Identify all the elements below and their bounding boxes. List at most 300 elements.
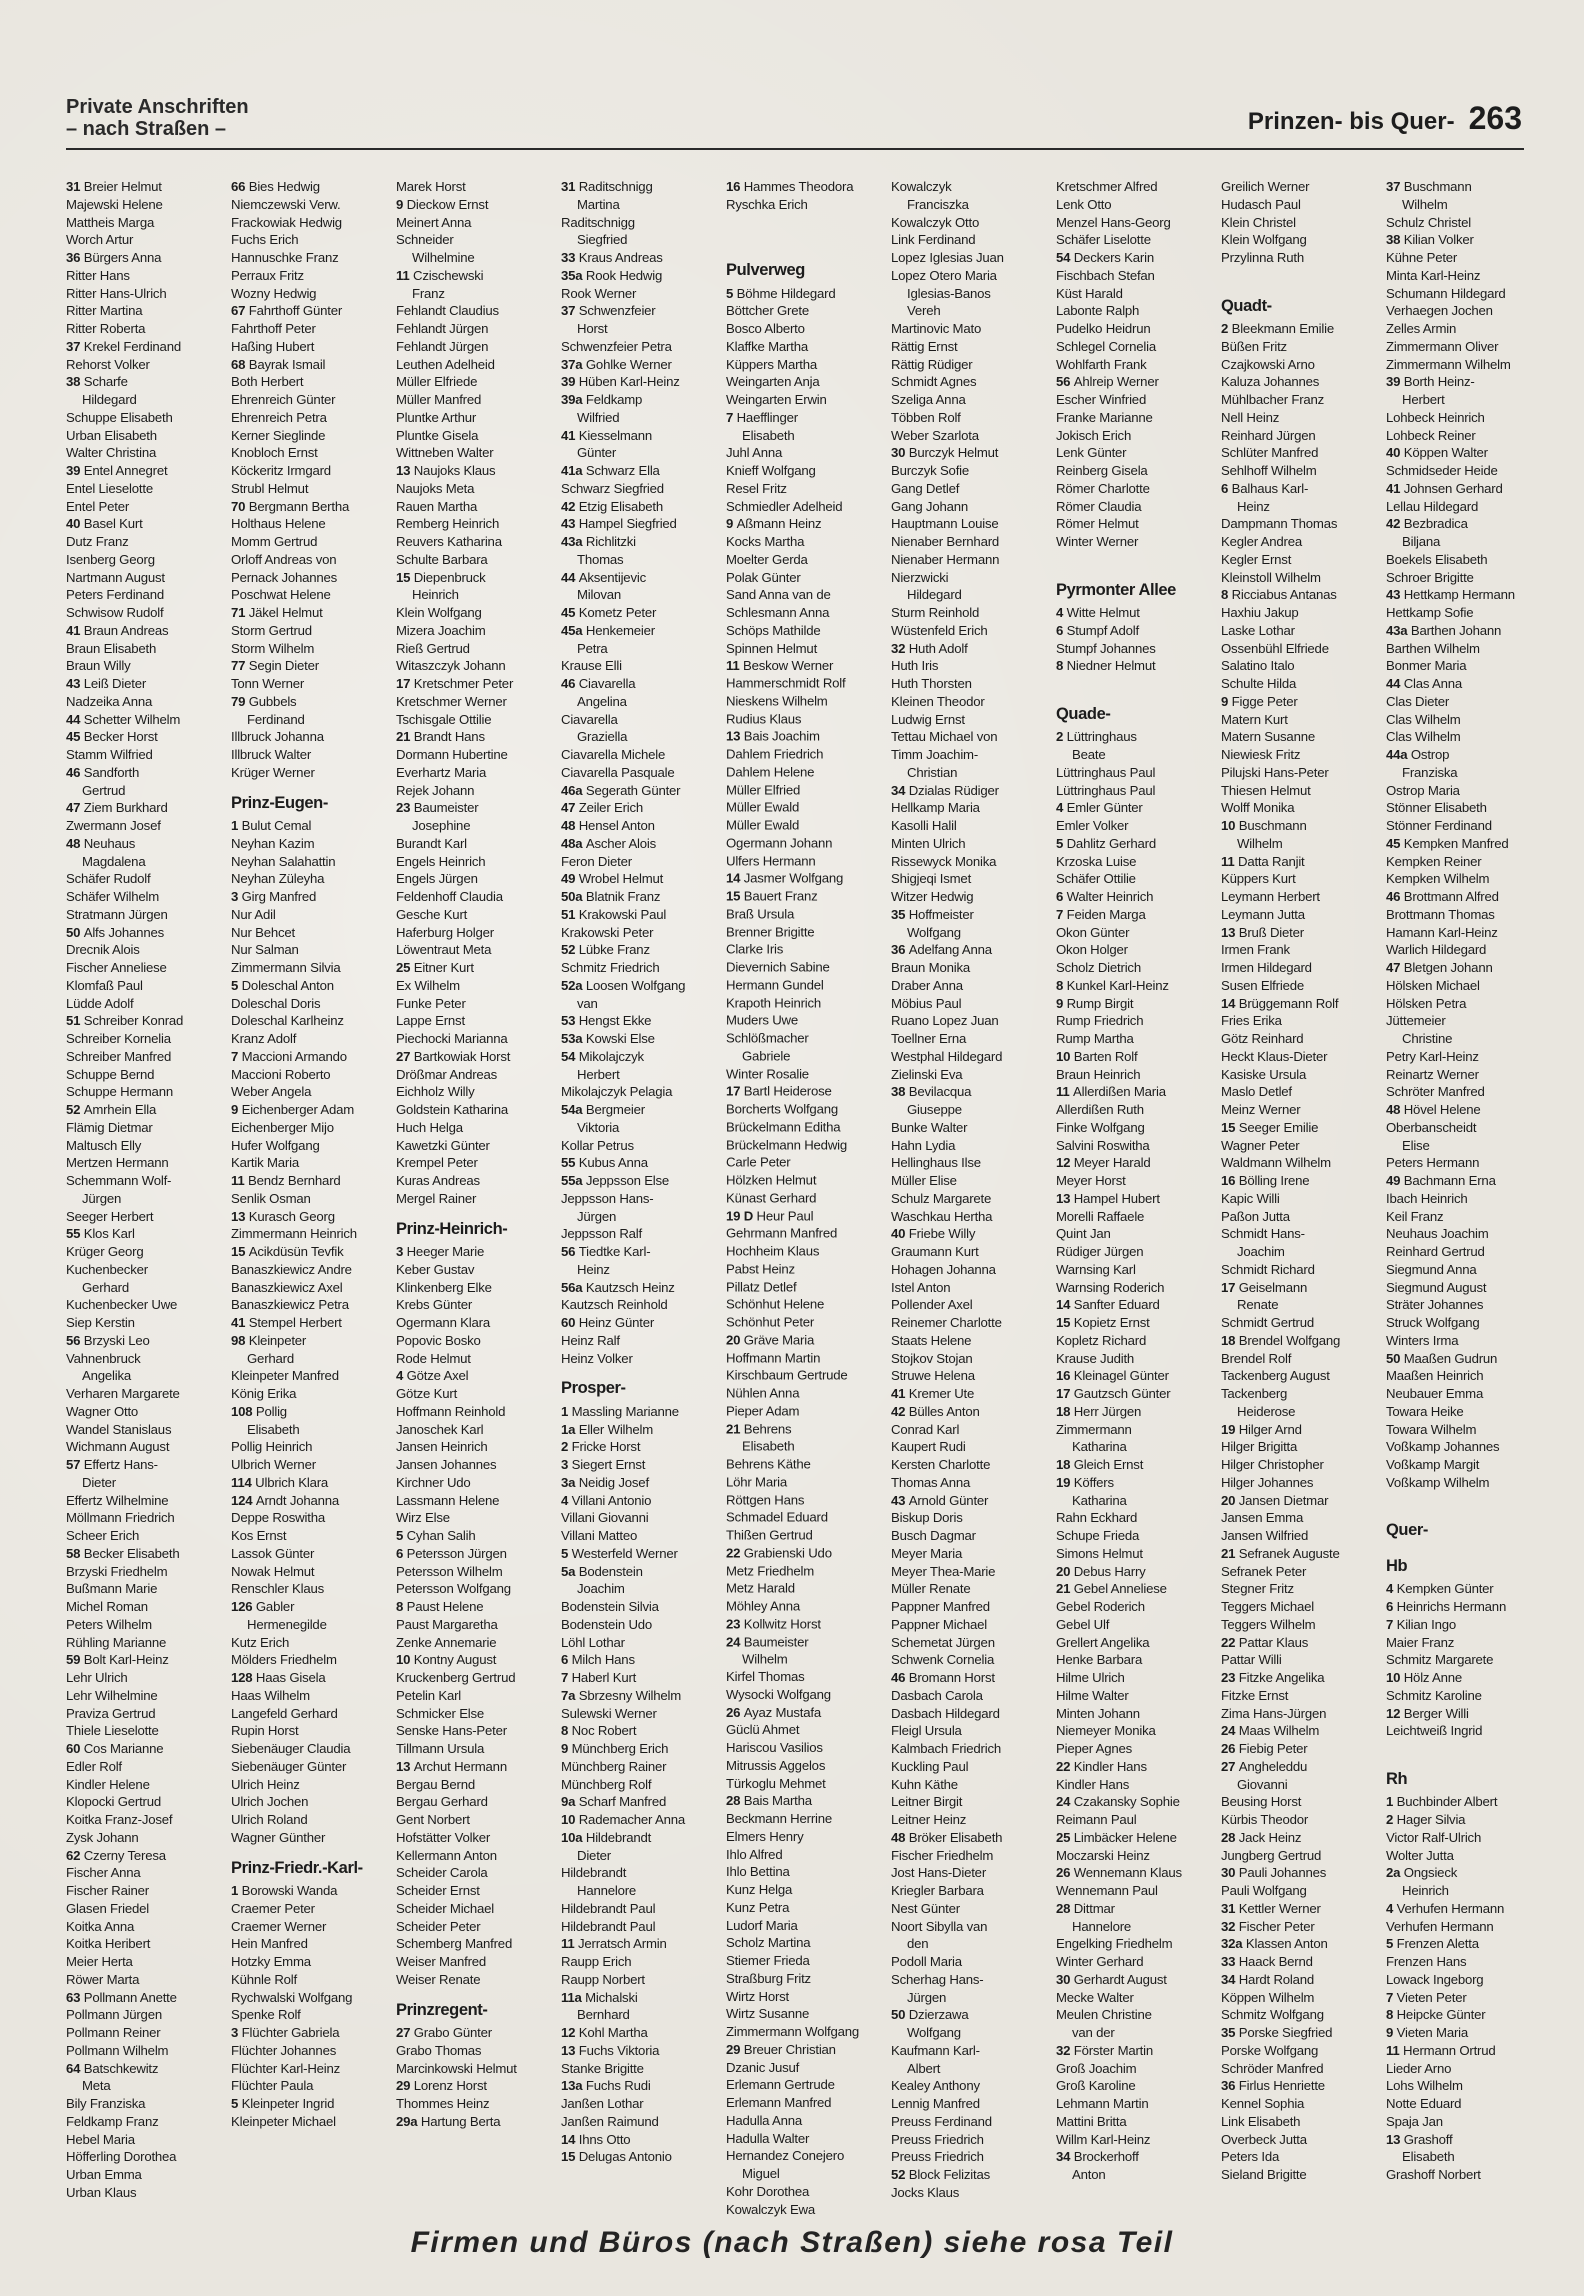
- entry-continuation: Jürgen: [907, 1989, 947, 2005]
- street-heading: Rh: [1386, 1769, 1408, 1788]
- resident-entry: 37 Buschmann: [1386, 179, 1472, 194]
- resident-entry: Knieff Wolfgang: [726, 462, 816, 478]
- resident-entry: Hariscou Vasilios: [726, 1740, 823, 1756]
- resident-entry: Stegner Fritz: [1221, 1581, 1294, 1597]
- resident-entry: 27 Angheleddu: [1221, 1758, 1308, 1774]
- resident-entry: Büßen Fritz: [1221, 338, 1287, 354]
- resident-entry: Goldstein Katharina: [396, 1102, 509, 1117]
- resident-entry: 18 Herr Jürgen: [1056, 1403, 1142, 1419]
- resident-entry: Reimann Paul: [1056, 1812, 1137, 1827]
- resident-entry: Kartik Maria: [231, 1155, 299, 1171]
- resident-entry: Götz Reinhard: [1221, 1031, 1304, 1046]
- resident-entry: Petelin Karl: [396, 1687, 462, 1703]
- resident-entry: Wolff Monika: [1221, 800, 1295, 816]
- resident-entry: Shigjeqi Ismet: [891, 871, 972, 887]
- resident-entry: Heckt Klaus-Dieter: [1221, 1048, 1328, 1064]
- resident-entry: Grellert Angelika: [1056, 1634, 1150, 1650]
- resident-entry: Carle Peter: [726, 1154, 791, 1170]
- resident-entry: Müller Renate: [891, 1581, 971, 1597]
- resident-entry: Zysk Johann: [66, 1829, 139, 1845]
- resident-entry: 7 Kilian Ingo: [1386, 1616, 1456, 1632]
- resident-entry: 11a Michalski: [561, 1989, 638, 2005]
- resident-entry: Klein Christel: [1221, 214, 1296, 230]
- resident-entry: Podoll Maria: [891, 1954, 962, 1969]
- resident-entry: Nowak Helmut: [231, 1563, 315, 1579]
- resident-entry: Bonmer Maria: [1386, 658, 1467, 674]
- resident-entry: Güclü Ahmet: [726, 1722, 800, 1738]
- resident-entry: Leichtweiß Ingrid: [1386, 1723, 1483, 1739]
- street-heading: Prosper-: [561, 1379, 626, 1398]
- resident-entry: Thißen Gertrud: [726, 1527, 813, 1543]
- resident-entry: 47 Bletgen Johann: [1386, 960, 1493, 975]
- resident-entry: Meulen Christine: [1056, 2007, 1152, 2023]
- resident-entry: Jocks Klaus: [891, 2184, 960, 2200]
- resident-entry: Schupe Frieda: [1056, 1528, 1140, 1543]
- resident-entry: 17 Kretschmer Peter: [396, 676, 514, 691]
- resident-entry: 20 Gräve Maria: [726, 1332, 815, 1348]
- resident-entry: Meinz Werner: [1221, 1102, 1301, 1117]
- resident-entry: Stamm Wilfried: [66, 747, 153, 762]
- resident-entry: 50 Alfs Johannes: [66, 924, 164, 940]
- street-heading: Pulverweg: [726, 260, 805, 279]
- resident-entry: 11 Datta Ranjit: [1221, 853, 1305, 869]
- resident-entry: Mertzen Hermann: [66, 1155, 169, 1171]
- resident-entry: 52 Lübke Franz: [561, 942, 650, 958]
- resident-entry: 3 Flüchter Gabriela: [231, 2025, 340, 2040]
- resident-entry: 25 Limbäcker Helene: [1056, 1829, 1177, 1845]
- resident-entry: Sträter Johannes: [1386, 1297, 1484, 1313]
- resident-entry: Wirtz Susanne: [726, 2006, 810, 2022]
- resident-entry: Fischer Rainer: [66, 1883, 149, 1898]
- resident-entry: Tackenberg August: [1221, 1368, 1330, 1384]
- resident-entry: 14 Sanfter Eduard: [1056, 1297, 1160, 1313]
- entry-continuation: Herbert: [1402, 392, 1445, 407]
- entry-continuation: Hannelore: [577, 1883, 637, 1898]
- resident-entry: Schmitz Friedrich: [561, 960, 660, 975]
- resident-entry: 23 Kollwitz Horst: [726, 1616, 821, 1632]
- entry-continuation: Elisabeth: [742, 1438, 795, 1454]
- resident-entry: Peters Ida: [1221, 2149, 1280, 2165]
- resident-entry: Kapic Willi: [1221, 1190, 1280, 1206]
- resident-entry: Raupp Erich: [561, 1954, 632, 1969]
- resident-entry: 45 Kempken Manfred: [1386, 835, 1509, 851]
- address-column-1: [66, 178, 225, 2218]
- resident-entry: 8 Ricciabus Antanas: [1221, 587, 1337, 603]
- resident-entry: Braun Monika: [891, 960, 970, 975]
- resident-entry: Burandt Karl: [396, 835, 467, 851]
- resident-entry: 52 Block Felizitas: [891, 2167, 991, 2182]
- resident-entry: 27 Bartkowiak Horst: [396, 1048, 511, 1064]
- resident-entry: Flüchter Paula: [231, 2078, 314, 2094]
- resident-entry: 54 Mikolajczyk: [561, 1048, 644, 1064]
- resident-entry: Kealey Anthony: [891, 2078, 980, 2094]
- resident-entry: Minta Karl-Heinz: [1386, 267, 1481, 283]
- entry-continuation: Beate: [1072, 747, 1106, 762]
- resident-entry: Zenke Annemarie: [396, 1634, 497, 1650]
- resident-entry: 30 Pauli Johannes: [1221, 1865, 1327, 1881]
- resident-entry: Kunz Petra: [726, 1899, 790, 1915]
- resident-entry: 26 Ayaz Mustafa: [726, 1704, 821, 1720]
- resident-entry: 39 Hüben Karl-Heinz: [561, 374, 680, 390]
- resident-entry: Stönner Elisabeth: [1386, 800, 1487, 816]
- entry-continuation: Dieter: [577, 1847, 611, 1863]
- resident-entry: Franke Marianne: [1056, 409, 1153, 425]
- entry-continuation: Joachim: [1237, 1244, 1285, 1259]
- resident-entry: 6 Balhaus Karl-: [1221, 480, 1309, 496]
- resident-entry: 38 Bevilacqua: [891, 1084, 972, 1100]
- resident-entry: 40 Friebe Willy: [891, 1226, 976, 1242]
- resident-entry: 26 Wennemann Klaus: [1056, 1865, 1182, 1881]
- address-column-3: [396, 178, 555, 2218]
- resident-entry: Scherhag Hans-: [891, 1971, 984, 1987]
- resident-entry: Schuppe Hermann: [66, 1084, 173, 1100]
- resident-entry: Kerner Sieglinde: [231, 427, 326, 443]
- resident-entry: Minten Ulrich: [891, 835, 966, 851]
- entry-continuation: Heinrich: [1402, 1883, 1449, 1898]
- entry-continuation: den: [907, 1936, 929, 1952]
- resident-entry: Janoschek Karl: [396, 1421, 484, 1437]
- entry-continuation: Bernhard: [577, 2007, 630, 2023]
- resident-entry: Kempken Wilhelm: [1386, 871, 1490, 887]
- resident-entry: Siegmund Anna: [1386, 1261, 1477, 1277]
- resident-entry: Pollmann Reiner: [66, 2025, 161, 2040]
- resident-entry: Kaufmann Karl-: [891, 2042, 980, 2058]
- resident-entry: 41 Braun Andreas: [66, 622, 169, 638]
- resident-entry: Schäfer Rudolf: [66, 871, 151, 887]
- resident-entry: Martinovic Mato: [891, 321, 982, 336]
- resident-entry: 48a Ascher Alois: [561, 835, 657, 851]
- resident-entry: Haxhiu Jakup: [1221, 605, 1299, 620]
- resident-entry: Clas Dieter: [1386, 693, 1450, 709]
- resident-entry: 52 Amrhein Ella: [66, 1102, 157, 1117]
- resident-entry: Weiser Manfred: [396, 1954, 487, 1969]
- resident-entry: Ogermann Klara: [396, 1315, 490, 1330]
- entry-continuation: Angelika: [82, 1368, 131, 1384]
- resident-entry: Wagner Günther: [231, 1829, 326, 1845]
- resident-entry: Wagner Otto: [66, 1403, 139, 1419]
- resident-entry: Teggers Michael: [1221, 1599, 1315, 1614]
- resident-entry: 24 Czakansky Sophie: [1056, 1794, 1180, 1810]
- resident-entry: 26 Fiebig Peter: [1221, 1741, 1308, 1756]
- resident-entry: Reinhard Gertrud: [1386, 1244, 1485, 1259]
- resident-entry: 58 Becker Elisabeth: [66, 1545, 180, 1561]
- resident-entry: Witaszczyk Johann: [396, 658, 506, 674]
- resident-entry: Hammerschmidt Rolf: [726, 675, 846, 691]
- resident-entry: Flämig Dietmar: [66, 1119, 153, 1135]
- resident-entry: Nienaber Hermann: [891, 551, 1000, 567]
- resident-entry: 18 Gleich Ernst: [1056, 1457, 1144, 1472]
- address-column-4: [561, 178, 720, 2218]
- entry-continuation: Angelina: [577, 693, 627, 709]
- entry-continuation: Siegfried: [577, 232, 628, 248]
- resident-entry: Huth Thorsten: [891, 676, 972, 691]
- page-heading: [66, 96, 249, 140]
- resident-entry: Spinnen Helmut: [726, 640, 818, 656]
- resident-entry: 48 Hövel Helene: [1386, 1102, 1481, 1117]
- resident-entry: Warnsing Karl: [1056, 1261, 1136, 1277]
- resident-entry: Krause Elli: [561, 658, 622, 674]
- resident-entry: Kriegler Barbara: [891, 1883, 984, 1898]
- resident-entry: Schlüter Manfred: [1221, 445, 1319, 461]
- resident-entry: Tackenberg: [1221, 1386, 1288, 1401]
- resident-entry: Erlemann Gertrude: [726, 2077, 835, 2093]
- resident-entry: 5 Kleinpeter Ingrid: [231, 2096, 335, 2111]
- resident-entry: Metz Harald: [726, 1580, 795, 1596]
- resident-entry: Sulewski Werner: [561, 1705, 657, 1721]
- resident-entry: Link Ferdinand: [891, 232, 976, 248]
- resident-entry: Götze Kurt: [396, 1386, 458, 1401]
- resident-entry: Kempken Reiner: [1386, 853, 1482, 869]
- resident-entry: Mölders Friedhelm: [231, 1652, 337, 1668]
- resident-entry: 68 Bayrak Ismail: [231, 356, 326, 372]
- resident-entry: 114 Ulbrich Klara: [231, 1474, 329, 1490]
- resident-entry: Busch Dagmar: [891, 1528, 976, 1543]
- entry-continuation: Hermenegilde: [247, 1616, 327, 1632]
- resident-entry: Koitka Franz-Josef: [66, 1812, 173, 1827]
- entry-continuation: Elise: [1402, 1137, 1430, 1153]
- resident-entry: Banaszkiewicz Andre: [231, 1261, 352, 1277]
- resident-entry: Köppen Wilhelm: [1221, 1989, 1315, 2005]
- resident-entry: Sturm Reinhold: [891, 605, 980, 620]
- resident-entry: 36 Bürgers Anna: [66, 250, 162, 265]
- resident-entry: 10 Buschmann: [1221, 818, 1307, 833]
- resident-entry: Kleinen Theodor: [891, 693, 985, 709]
- resident-entry: Feldenhoff Claudia: [396, 889, 503, 904]
- resident-entry: Kennel Sophia: [1221, 2096, 1305, 2111]
- resident-entry: 7 Vieten Peter: [1386, 1989, 1467, 2005]
- resident-entry: 28 Bais Martha: [726, 1793, 812, 1809]
- resident-entry: Bosco Alberto: [726, 320, 805, 336]
- resident-entry: Schlößmacher: [726, 1030, 809, 1046]
- resident-entry: Hettkamp Sofie: [1386, 605, 1474, 620]
- resident-entry: 10 Rademacher Anna: [561, 1812, 685, 1827]
- resident-entry: Dasbach Carola: [891, 1687, 983, 1703]
- resident-entry: Brenner Brigitte: [726, 924, 815, 940]
- resident-entry: Dasbach Hildegard: [891, 1705, 1000, 1721]
- resident-entry: Lehmann Martin: [1056, 2096, 1149, 2111]
- resident-entry: 33 Haack Bernd: [1221, 1954, 1313, 1969]
- resident-entry: 8 Paust Helene: [396, 1599, 484, 1614]
- resident-entry: Frackowiak Hedwig: [231, 214, 342, 230]
- resident-entry: 51 Krakowski Paul: [561, 906, 667, 922]
- resident-entry: Entel Lieselotte: [66, 480, 153, 496]
- resident-entry: Fitzke Ernst: [1221, 1687, 1289, 1703]
- resident-entry: Kautzsch Reinhold: [561, 1297, 668, 1313]
- resident-entry: Sefranek Peter: [1221, 1563, 1307, 1579]
- resident-entry: Voßkamp Margit: [1386, 1457, 1480, 1472]
- resident-entry: Krüger Georg: [66, 1244, 144, 1259]
- resident-entry: Peters Ferdinand: [66, 587, 164, 603]
- address-column-9: [1386, 178, 1524, 2218]
- resident-entry: Sehlhoff Wilhelm: [1221, 463, 1317, 478]
- resident-entry: Siebenäuger Günter: [231, 1758, 347, 1774]
- resident-entry: 98 Kleinpeter: [231, 1332, 307, 1348]
- resident-entry: 43 Hampel Siegfried: [561, 516, 677, 532]
- resident-entry: 44 Schetter Wilhelm: [66, 711, 181, 727]
- resident-entry: 37 Krekel Ferdinand: [66, 338, 181, 354]
- resident-entry: Schuppe Bernd: [66, 1066, 155, 1082]
- resident-entry: Haferburg Holger: [396, 924, 494, 940]
- resident-entry: Bergau Gerhard: [396, 1794, 488, 1810]
- resident-entry: Meyer Horst: [1056, 1173, 1126, 1188]
- resident-entry: 9 Figge Peter: [1221, 693, 1298, 709]
- resident-entry: Gesche Kurt: [396, 906, 468, 922]
- resident-entry: Szeliga Anna: [891, 392, 966, 407]
- resident-entry: Hermann Gundel: [726, 977, 824, 993]
- resident-entry: Winter Werner: [1056, 534, 1139, 549]
- resident-entry: Raupp Norbert: [561, 1971, 645, 1987]
- resident-entry: Lohbeck Reiner: [1386, 427, 1476, 443]
- resident-entry: Ludorf Maria: [726, 1917, 798, 1933]
- resident-entry: Meinert Anna: [396, 214, 472, 230]
- resident-entry: Schulz Christel: [1386, 214, 1471, 230]
- resident-entry: 30 Burczyk Helmut: [891, 445, 999, 461]
- resident-entry: Holthaus Helene: [231, 516, 326, 532]
- resident-entry: Gang Johann: [891, 498, 968, 514]
- entry-continuation: van der: [1072, 2025, 1115, 2040]
- entry-continuation: Thomas: [577, 551, 624, 567]
- resident-entry: Tillmann Ursula: [396, 1741, 485, 1756]
- resident-entry: 52a Loosen Wolfgang: [561, 977, 686, 993]
- resident-entry: Verhufen Hermann: [1386, 1918, 1494, 1934]
- resident-entry: 53a Kowski Else: [561, 1031, 655, 1046]
- resident-entry: Wennemann Paul: [1056, 1883, 1158, 1898]
- resident-entry: Wozny Hedwig: [231, 285, 317, 301]
- resident-entry: Hilger Brigitta: [1221, 1439, 1298, 1455]
- resident-entry: Kunz Helga: [726, 1882, 793, 1898]
- resident-entry: Pappner Manfred: [891, 1599, 990, 1614]
- entry-continuation: Viktoria: [577, 1119, 620, 1135]
- resident-entry: 39 Entel Annegret: [66, 463, 168, 478]
- resident-entry: Mizera Joachim: [396, 622, 486, 638]
- resident-entry: Hannuschke Franz: [231, 250, 339, 265]
- resident-entry: Borcherts Wolfgang: [726, 1101, 838, 1117]
- resident-entry: Ehrenreich Günter: [231, 392, 336, 407]
- resident-entry: 41 Johnsen Gerhard: [1386, 480, 1503, 496]
- resident-entry: 13 Archut Hermann: [396, 1758, 507, 1774]
- resident-entry: Zimmermann Wolfgang: [726, 2024, 860, 2040]
- resident-entry: Kirfel Thomas: [726, 1669, 805, 1685]
- resident-entry: Möllmann Friedrich: [66, 1510, 175, 1526]
- resident-entry: 56 Ahlreip Werner: [1056, 374, 1159, 390]
- resident-entry: 13 Hampel Hubert: [1056, 1190, 1160, 1206]
- entry-continuation: Jürgen: [82, 1190, 122, 1206]
- resident-entry: 25 Eitner Kurt: [396, 960, 474, 975]
- spacer: [726, 213, 885, 231]
- resident-entry: 22 Grabienski Udo: [726, 1545, 832, 1561]
- resident-entry: Jansen Heinrich: [396, 1439, 488, 1455]
- resident-entry: Timm Joachim-: [891, 747, 979, 762]
- resident-entry: Rättig Ernst: [891, 338, 958, 354]
- resident-entry: Schwenk Cornelia: [891, 1652, 995, 1668]
- resident-entry: Janßen Lothar: [561, 2096, 644, 2111]
- resident-entry: Menzel Hans-Georg: [1056, 214, 1171, 230]
- resident-entry: 48 Hensel Anton: [561, 818, 655, 833]
- resident-entry: 6 Milch Hans: [561, 1652, 635, 1668]
- entry-continuation: Petra: [577, 640, 608, 656]
- entry-continuation: Miguel: [742, 2166, 780, 2181]
- resident-entry: Kuhn Käthe: [891, 1776, 958, 1792]
- resident-entry: Hotzky Emma: [231, 1954, 311, 1969]
- resident-entry: Münchberg Rainer: [561, 1758, 667, 1774]
- resident-entry: Nur Behcet: [231, 924, 295, 940]
- entry-continuation: Günter: [577, 445, 617, 461]
- resident-entry: Hein Manfred: [231, 1936, 308, 1952]
- resident-entry: Brückelmann Editha: [726, 1119, 841, 1135]
- resident-entry: Hilme Walter: [1056, 1687, 1129, 1703]
- resident-entry: Peters Hermann: [1386, 1155, 1480, 1171]
- resident-entry: 23 Baumeister: [396, 800, 479, 816]
- resident-entry: 2 Fricke Horst: [561, 1439, 641, 1455]
- resident-entry: Niewiesk Fritz: [1221, 747, 1301, 762]
- resident-entry: Ritter Roberta: [66, 321, 146, 336]
- resident-entry: Majewski Helene: [66, 196, 163, 212]
- resident-entry: Neyhan Kazim: [231, 835, 315, 851]
- resident-entry: Fehlandt Claudius: [396, 303, 499, 319]
- resident-entry: 5 Doleschal Anton: [231, 977, 334, 993]
- resident-entry: Bodenstein Udo: [561, 1616, 653, 1632]
- resident-entry: 10a Hildebrandt: [561, 1829, 652, 1845]
- resident-entry: Kos Ernst: [231, 1528, 287, 1543]
- resident-entry: Warnsing Roderich: [1056, 1279, 1165, 1295]
- resident-entry: Edler Rolf: [66, 1758, 122, 1774]
- resident-entry: Koitka Anna: [66, 1918, 135, 1934]
- resident-entry: 63 Pollmann Anette: [66, 1989, 177, 2005]
- resident-entry: Schmitz Karoline: [1386, 1687, 1482, 1703]
- resident-entry: 47 Zeiler Erich: [561, 800, 644, 816]
- resident-entry: Schmidseder Heide: [1386, 463, 1498, 478]
- resident-entry: Draber Anna: [891, 977, 963, 993]
- resident-entry: Koitka Heribert: [66, 1936, 151, 1952]
- resident-entry: Haßing Hubert: [231, 338, 315, 354]
- resident-entry: Strubl Helmut: [231, 480, 309, 496]
- resident-entry: Juhl Anna: [726, 445, 783, 461]
- resident-entry: Fischer Anneliese: [66, 960, 167, 975]
- resident-entry: 4 Götze Axel: [396, 1368, 469, 1384]
- resident-entry: Graumann Kurt: [891, 1244, 979, 1259]
- spacer: [1056, 551, 1215, 569]
- resident-entry: Fries Erika: [1221, 1013, 1282, 1029]
- resident-entry: Fahrthoff Peter: [231, 321, 316, 336]
- resident-entry: Kawetzki Günter: [396, 1137, 490, 1153]
- street-heading: Quer-: [1386, 1521, 1429, 1540]
- resident-entry: Nur Adil: [231, 906, 276, 922]
- resident-entry: Ex Wilhelm: [396, 977, 460, 993]
- resident-entry: Allerdißen Ruth: [1056, 1102, 1144, 1117]
- resident-entry: 4 Kempken Günter: [1386, 1581, 1494, 1597]
- resident-entry: Irmen Hildegard: [1221, 960, 1312, 975]
- resident-entry: Beusing Horst: [1221, 1794, 1302, 1810]
- resident-entry: 15 Acikdüsün Tevfik: [231, 1244, 344, 1259]
- resident-entry: 12 Kohl Martha: [561, 2025, 648, 2040]
- resident-entry: Braun Elisabeth: [66, 640, 157, 656]
- entry-continuation: Josephine: [412, 818, 471, 833]
- resident-entry: Zima Hans-Jürgen: [1221, 1705, 1327, 1721]
- resident-entry: Kersten Charlotte: [891, 1457, 991, 1472]
- resident-entry: Lellau Hildegard: [1386, 498, 1479, 514]
- resident-entry: 14 Brüggemann Rolf: [1221, 995, 1339, 1011]
- resident-entry: 37 Schwenzfeier: [561, 303, 656, 319]
- entry-continuation: Wilhelmine: [412, 250, 475, 265]
- resident-entry: 55 Klos Karl: [66, 1226, 135, 1242]
- resident-entry: Dahlem Friedrich: [726, 746, 824, 762]
- resident-entry: Hadulla Walter: [726, 2130, 810, 2146]
- resident-entry: Siegmund August: [1386, 1279, 1487, 1295]
- resident-entry: Römer Charlotte: [1056, 480, 1150, 496]
- resident-entry: Hoffmann Martin: [726, 1349, 821, 1365]
- resident-entry: 79 Gubbels: [231, 693, 297, 709]
- entry-continuation: Franciszka: [907, 196, 969, 212]
